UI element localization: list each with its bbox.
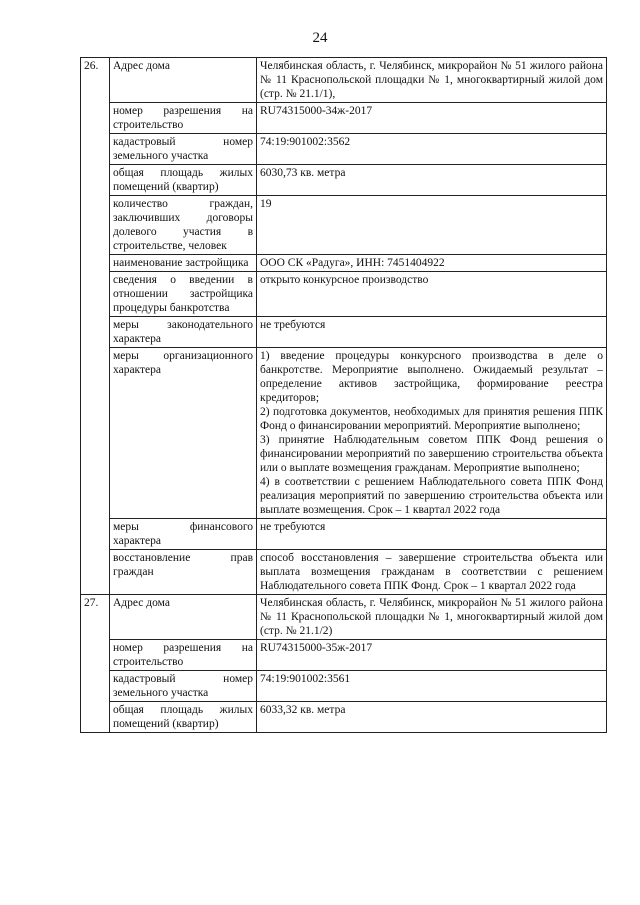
field-value: Челябинская область, г. Челябинск, микрорайон № 51 жилого района № 11 Краснопольской площадки № 1, многоквартирный жилой дом (стр. № 21.1/1), bbox=[257, 58, 607, 103]
table-row bbox=[81, 348, 607, 519]
table-row bbox=[81, 272, 607, 317]
field-label: номер разрешения на строительство bbox=[110, 103, 257, 134]
field-value: 1) введение процедуры конкурсного производства в деле о банкротстве. Мероприятие выполнено. Ожидаемый результат – определение активов застройщика, формирование реестра кредиторов; 2) подготовка документов, необходимых для принятия решения ППК Фонд о финансировании мероприятий. Мероприятие выполнено; 3) принятие Наблюдательным советом ППК Фонд решения о финансировании мероприятий по завершению строительства объекта или о выплате возмещения гражданам. Мероприятие выполнено; 4) в соответствии с решением Наблюдательного совета ППК Фонд реализация мероприятий по завершению строительства объекта или выплате возмещения. Срок – 1 квартал 2022 года bbox=[257, 348, 607, 519]
entry-number: 26. bbox=[81, 58, 110, 595]
table-row bbox=[81, 702, 607, 733]
field-label: номер разрешения на строительство bbox=[110, 640, 257, 671]
table-row bbox=[81, 103, 607, 134]
field-value: ООО СК «Радуга», ИНН: 7451404922 bbox=[257, 255, 607, 272]
field-label: меры финансового характера bbox=[110, 519, 257, 550]
table-row bbox=[81, 595, 607, 640]
field-value: не требуются bbox=[257, 317, 607, 348]
field-label: наименование застройщика bbox=[110, 255, 257, 272]
table-row bbox=[81, 550, 607, 595]
table-row bbox=[81, 58, 607, 103]
table-row bbox=[81, 255, 607, 272]
field-value: RU74315000-35ж-2017 bbox=[257, 640, 607, 671]
field-label: сведения о введении в отношении застройщика процедуры банкротства bbox=[110, 272, 257, 317]
field-label: общая площадь жилых помещений (квартир) bbox=[110, 702, 257, 733]
field-label: общая площадь жилых помещений (квартир) bbox=[110, 165, 257, 196]
table-row bbox=[81, 640, 607, 671]
field-label: меры организационного характера bbox=[110, 348, 257, 519]
field-label: Адрес дома bbox=[110, 595, 257, 640]
field-value: 6030,73 кв. метра bbox=[257, 165, 607, 196]
page-number: 24 bbox=[312, 30, 328, 46]
field-label: меры законодательного характера bbox=[110, 317, 257, 348]
registry-body bbox=[81, 58, 607, 733]
table-row bbox=[81, 196, 607, 255]
registry-table bbox=[80, 57, 607, 733]
field-value: 6033,32 кв. метра bbox=[257, 702, 607, 733]
table-row bbox=[81, 165, 607, 196]
entry-number: 27. bbox=[81, 595, 110, 733]
table-row bbox=[81, 134, 607, 165]
table-row bbox=[81, 519, 607, 550]
table-row bbox=[81, 671, 607, 702]
field-value: 74:19:901002:3562 bbox=[257, 134, 607, 165]
field-label: кадастровый номер земельного участка bbox=[110, 134, 257, 165]
field-label: количество граждан, заключивших договоры долевого участия в строительстве, человек bbox=[110, 196, 257, 255]
field-value: не требуются bbox=[257, 519, 607, 550]
field-value: открыто конкурсное производство bbox=[257, 272, 607, 317]
field-value: RU74315000-34ж-2017 bbox=[257, 103, 607, 134]
field-label: Адрес дома bbox=[110, 58, 257, 103]
field-value: способ восстановления – завершение строительства объекта или выплата возмещения гражданам в соответствии с решением Наблюдательного совета ППК Фонд. Срок – 1 квартал 2022 года bbox=[257, 550, 607, 595]
field-value: 74:19:901002:3561 bbox=[257, 671, 607, 702]
field-value: Челябинская область, г. Челябинск, микрорайон № 51 жилого района № 11 Краснопольской площадки № 1, многоквартирный жилой дом (стр. № 21.1/2) bbox=[257, 595, 607, 640]
table-row bbox=[81, 317, 607, 348]
field-value: 19 bbox=[257, 196, 607, 255]
field-label: кадастровый номер земельного участка bbox=[110, 671, 257, 702]
field-label: восстановление прав граждан bbox=[110, 550, 257, 595]
